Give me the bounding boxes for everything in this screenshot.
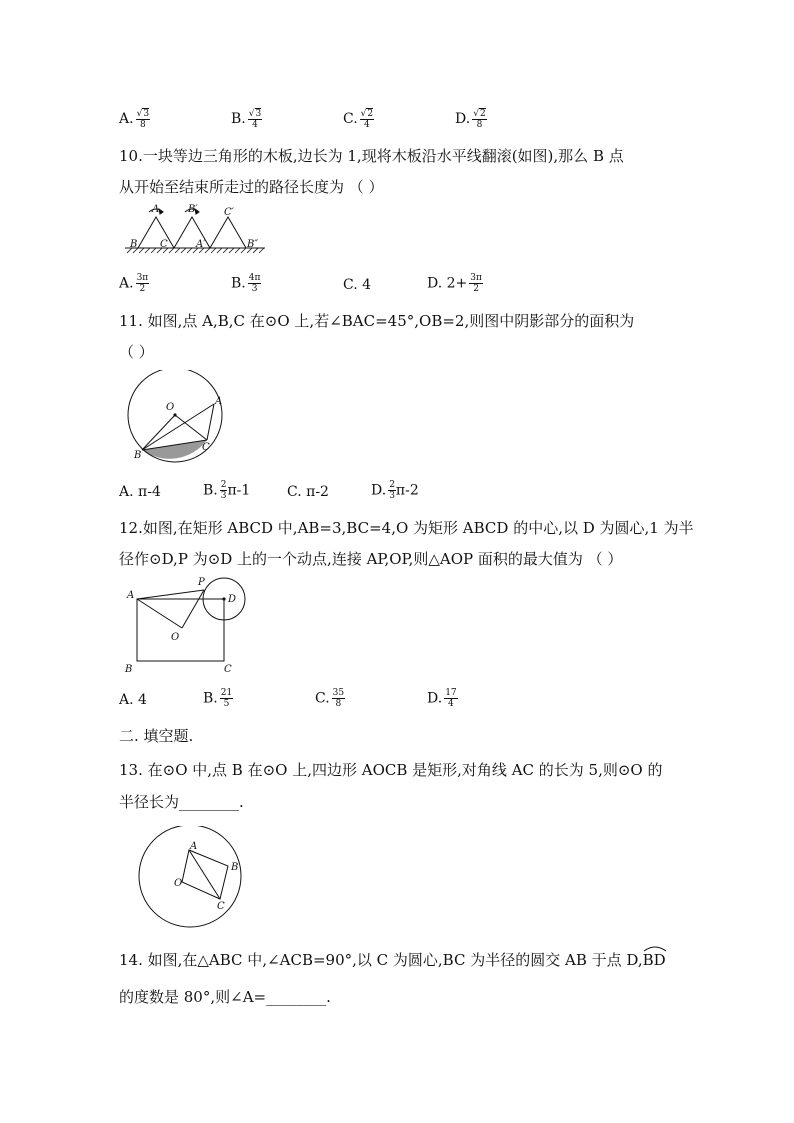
q12-label-c: C (224, 664, 232, 675)
q13-stem-line1: 13. 在⊙O 中,点 B 在⊙O 上,四边形 AOCB 是矩形,对角线 AC 的长为 5,则⊙O 的 (119, 761, 663, 779)
q12-label-a: A (127, 590, 135, 601)
q12-rectangle-figure (120, 572, 255, 677)
q12-label-p: P (198, 577, 205, 588)
q10-option-c[interactable]: C. 4 (343, 277, 372, 293)
q12-stem-line2: 径作⊙D,P 为⊙D 上的一个动点,连接 AP,OP,则△AOP 面积的最大值为 （ ） (119, 550, 623, 568)
q10-label-b-prime: B′ (188, 204, 198, 215)
q14-arc-bd: BD (643, 950, 666, 970)
q10-label-a: A (152, 204, 160, 215)
q12-label-o: O (171, 632, 180, 643)
q10-rolling-triangle-figure (125, 200, 275, 260)
q14-stem-text: 14. 如图,在△ABC 中,∠ACB=90°,以 C 为圆心,BC 为半径的圆交 AB 于点 D, (119, 951, 643, 969)
q13-label-b: B (231, 862, 239, 873)
q12-option-c[interactable]: C. $\frac{35}{8}$ (315, 688, 345, 709)
q14-stem-line1 (119, 950, 666, 970)
q9-option-c[interactable]: C. $\frac{√2}{4}$ (343, 109, 374, 130)
q10-label-a-prime: A′ (196, 239, 206, 250)
q10-label-c-prime: C′ (224, 207, 234, 218)
q10-stem-line1: 10.一块等边三角形的木板,边长为 1,现将木板沿水平线翻滚(如图),那么 B 点 (119, 147, 624, 165)
q11-label-c: C (202, 442, 210, 453)
q13-circle-figure (130, 826, 250, 931)
q10-label-c: C (160, 239, 168, 250)
q10-label-b-double-prime: B″ (247, 239, 259, 250)
q12-option-b[interactable]: B. $\frac{21}{5}$ (203, 688, 233, 709)
q11-stem-line1: 11. 如图,点 A,B,C 在⊙O 上,若∠BAC=45°,OB=2,则图中阴影部分的面积为 (119, 312, 635, 330)
q13-label-o: O (174, 878, 183, 889)
q11-circle-figure (120, 370, 240, 465)
q12-option-d[interactable]: D. $\frac{17}{4}$ (427, 688, 457, 709)
q12-stem-line1: 12.如图,在矩形 ABCD 中,AB=3,BC=4,O 为矩形 ABCD 的中心,以 D 为圆心,1 为半 (119, 519, 694, 537)
q12-label-d: D (228, 594, 237, 605)
q11-option-d[interactable]: D. $\frac{2}{3}$ π-2 (371, 480, 419, 501)
q12-label-b: B (125, 664, 133, 675)
q13-stem-line2: 半径长为________. (119, 793, 244, 811)
q9-option-b[interactable]: B. $\frac{√3}{4}$ (231, 109, 262, 130)
q10-option-a[interactable]: A. $\frac{3\pi}{2}$ (119, 273, 149, 294)
q9-option-a[interactable]: A. $\frac{√3}{8}$ (119, 109, 150, 130)
q11-stem-line2: （ ） (119, 343, 154, 361)
q13-label-c: C (217, 901, 225, 912)
q13-label-a: A (190, 841, 198, 852)
q11-label-a: A (215, 396, 223, 407)
q11-option-c[interactable]: C. π-2 (287, 484, 329, 500)
q9-option-d[interactable]: D. $\frac{√2}{8}$ (455, 109, 486, 130)
arc-mark-icon (643, 944, 667, 952)
section-fill-in-title: 二. 填空题. (119, 727, 194, 745)
q11-label-b: B (134, 450, 142, 461)
q10-option-d[interactable]: D. 2+ $\frac{3\pi}{2}$ (427, 273, 482, 294)
q11-option-b[interactable]: B. $\frac{2}{3}$ π-1 (203, 480, 251, 501)
q10-label-b: B (130, 239, 138, 250)
q11-label-o: O (166, 402, 175, 413)
q12-option-a[interactable]: A. 4 (119, 692, 147, 708)
q10-option-b[interactable]: B. $\frac{4\pi}{3}$ (231, 273, 261, 294)
q14-stem-line2: 的度数是 80°,则∠A=________. (119, 988, 331, 1006)
q11-option-a[interactable]: A. π-4 (119, 484, 161, 500)
q10-stem-line2: 从开始至结束所走过的路径长度为 （ ） (119, 178, 384, 196)
